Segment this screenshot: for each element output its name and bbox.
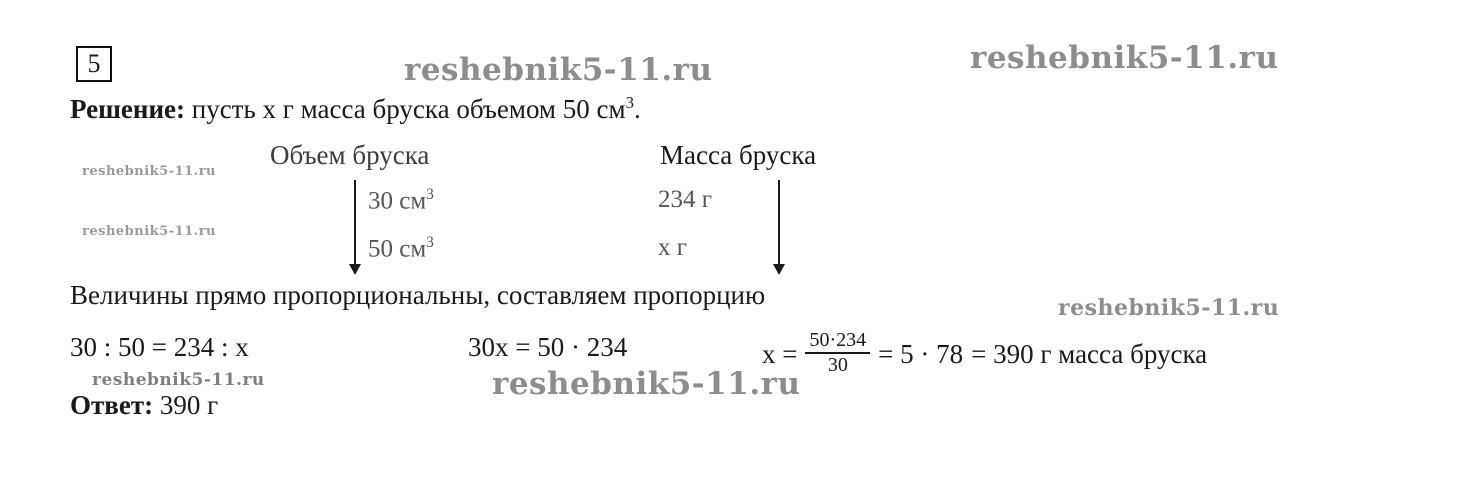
equation-solve-x-mid: = 5 · 78: [878, 339, 964, 370]
value-volume-1: [368, 186, 434, 215]
value-volume-1-exponent: 3: [426, 186, 434, 203]
column-header-mass: Масса бруска: [660, 140, 817, 170]
fraction-numerator: 50·234: [809, 329, 867, 351]
equation-cross-multiply: 30x = 50 · 234: [468, 332, 628, 362]
column-header-volume: Объем бруска: [270, 140, 430, 170]
watermark-left-3: reshebnik5-11.ru: [92, 370, 265, 390]
value-volume-2-exponent: 3: [426, 234, 434, 251]
proportion-note: Величины прямо пропорциональны, составляем пропорцию: [70, 280, 766, 310]
task-number-label: 5: [87, 49, 101, 78]
equation-proportion: 30 : 50 = 234 : x: [70, 332, 249, 362]
task-number-box: [76, 46, 112, 82]
solution-line: [70, 93, 641, 125]
value-mass-1: 234 г: [658, 186, 713, 213]
value-mass-2: x г: [658, 234, 688, 261]
value-volume-1-text: 30 см: [368, 187, 427, 215]
watermark-left-1: reshebnik5-11.ru: [82, 164, 217, 179]
equation-solve-x-lhs: x =: [762, 339, 798, 370]
fraction-denominator: 30: [827, 353, 848, 376]
watermark-top-right: reshebnik5-11.ru: [970, 40, 1279, 76]
solution-label: Решение:: [70, 94, 185, 124]
watermark-left-2: reshebnik5-11.ru: [82, 224, 217, 239]
value-volume-2: [368, 234, 434, 263]
down-arrow-icon-right: [778, 180, 780, 265]
equation-solve-x-tail: = 390 г масса бруска: [971, 339, 1208, 370]
solution-statement-exponent: 3: [625, 93, 634, 112]
watermark-bottom-center: reshebnik5-11.ru: [492, 366, 801, 402]
equation-solve-x: [762, 329, 1208, 378]
watermark-top-center: reshebnik5-11.ru: [404, 52, 713, 88]
fraction: [805, 330, 870, 376]
answer-label: Ответ:: [70, 390, 154, 420]
watermark-mid-right: reshebnik5-11.ru: [1058, 295, 1280, 321]
down-arrow-icon-left: [354, 180, 356, 265]
solution-statement: пусть x г масса бруска объемом 50 см: [185, 94, 626, 124]
solution-statement-end: .: [633, 94, 641, 124]
answer-line: [70, 390, 218, 421]
answer-value: 390 г: [153, 390, 219, 420]
value-volume-2-text: 50 см: [368, 235, 427, 263]
